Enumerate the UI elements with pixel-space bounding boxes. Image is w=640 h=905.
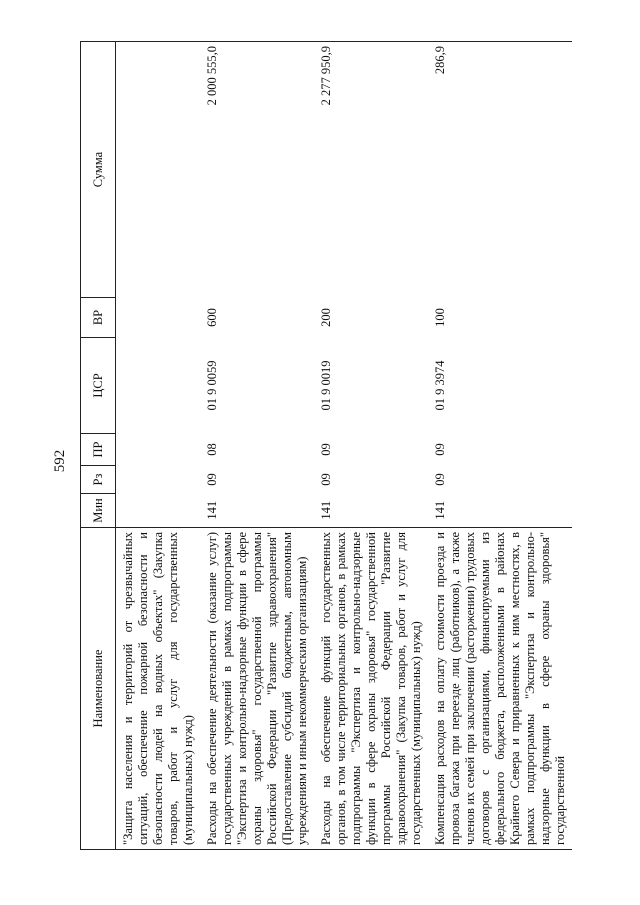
row-vr xyxy=(116,298,201,338)
rotated-page-content xyxy=(80,42,640,850)
page-number: 592 xyxy=(52,449,68,473)
table-row xyxy=(200,42,314,850)
row-rz: 09 xyxy=(205,473,219,486)
table-header-row xyxy=(81,42,116,850)
row-rz xyxy=(116,466,201,494)
row-pr: 09 xyxy=(433,443,447,456)
row-sum xyxy=(116,42,201,298)
row-vr: 200 xyxy=(319,308,333,327)
row-csr: 01 9 0059 xyxy=(205,360,219,411)
header-vr: ВР xyxy=(81,298,116,338)
header-min: Мин xyxy=(81,494,116,528)
row-name: "Защита населения и территорий от чрезвычайных ситуаций, обеспечение пожарной безопасности и безопасности людей на водных объектах" (Закупка товаров, работ и услуг для государственных (муниципальных) нужд) xyxy=(116,528,201,850)
row-rz: 09 xyxy=(433,473,447,486)
row-pr: 09 xyxy=(319,443,333,456)
row-min: 141 xyxy=(433,500,447,520)
row-sum: 286,9 xyxy=(428,42,572,298)
row-rz: 09 xyxy=(319,473,333,486)
header-sum: Сумма xyxy=(81,42,116,298)
row-name: Компенсация расходов на оплату стоимости проезда и провоза багажа при переезде лиц (работников), а также членов их семей при заключении (расторжении) трудовых договоров с организациями, финансируемыми из федерального бюджета, расположенными в районах Крайнего Севера и приравненных к ним местностях, в рамках подпрограммы "Экспертиза и контрольно-надзорные функции в сфере охраны здоровья" государственной xyxy=(428,528,572,850)
row-sum: 2 277 950,9 xyxy=(314,42,428,298)
budget-table xyxy=(80,41,572,850)
row-min: 141 xyxy=(319,500,333,520)
header-pr: ПР xyxy=(81,434,116,466)
table-row xyxy=(314,42,428,850)
row-vr: 600 xyxy=(205,308,219,327)
header-rz: Рз xyxy=(81,466,116,494)
row-csr: 01 9 0019 xyxy=(319,360,333,411)
row-name: Расходы на обеспечение функций государственных органов, в том числе территориальных органов, в рамках подпрограммы "Экспертиза и контрольно-надзорные функции в сфере охраны здоровья" государственной программы Российской Федерации "Развитие здравоохранения" (Закупка товаров, работ и услуг для государственных (муниципальных) нужд) xyxy=(314,528,428,850)
row-min: 141 xyxy=(205,500,219,520)
table-row xyxy=(428,42,572,850)
row-pr xyxy=(116,434,201,466)
table-row xyxy=(116,42,201,850)
header-name: Наименование xyxy=(81,528,116,850)
row-sum: 2 000 555,0 xyxy=(200,42,314,298)
row-name: Расходы на обеспечение деятельности (оказание услуг) государственных учреждений в рамках подпрограммы "Экспертиза и контрольно-надзорные функции в сфере охраны здоровья" государственной программы Российской Федерации "Развитие здравоохранения" (Предоставление субсидий бюджетным, автономным учреждениям и иным некоммерческим организациям) xyxy=(200,528,314,850)
row-pr: 08 xyxy=(205,443,219,456)
row-vr: 100 xyxy=(433,308,447,327)
header-csr: ЦСР xyxy=(81,338,116,434)
row-csr xyxy=(116,338,201,434)
row-min xyxy=(116,494,201,528)
row-csr: 01 9 3974 xyxy=(433,360,447,411)
